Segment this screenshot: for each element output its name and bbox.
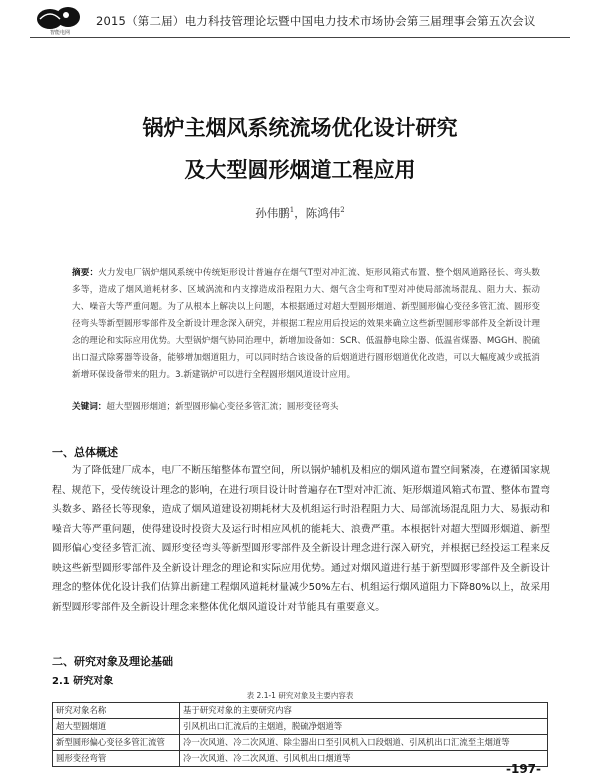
table-row <box>53 719 548 735</box>
author-line <box>0 205 600 221</box>
paper-title-line1: 锅炉主烟风系统流场优化设计研究 <box>142 115 458 140</box>
author-2: 陈鸿伟 <box>305 206 341 220</box>
section-1-body: 为了降低建厂成本，电厂不断压缩整体布置空间，所以锅炉辅机及相应的烟风道布置空间紧凑，在遵循国家规程、规范下，受传统设计理念的影响，在进行项目设计时普遍存在T型对冲汇流、矩形烟道风箱式布置、整体布置弯头数多、路径长等现象，造成了烟风道建设初期耗材大及机组运行时沿程阻力大、局部流场混乱阻力大、易振动和噪音大等严重问题，使得建设时投资大及运行时相应风机的能耗大、浪费严重。本根据针对超大型圆形烟道、新型圆形偏心变径多管汇流、圆形变径弯头等新型圆形零部件及全新设计理念进行深入研究，并根据已经投运工程来反映这些新型圆形零部件及全新设计理念的理论和实际应用优势。通过对烟风道进行基于新型圆形零部件及全新设计理念的整体优化设计我们估算出新建工程烟风道耗材量减少50%左右、机组运行烟风道阻力下降80%以上，故采用新型圆形零部件及全新设计理念来整体优化烟风道设计对节能具有重要意义。 <box>52 465 550 613</box>
logo-text: 智能电网 <box>49 30 71 35</box>
paper-title-line2: 及大型圆形烟道工程应用 <box>184 157 416 182</box>
keywords <box>72 400 540 412</box>
table-cell: 新型圆形偏心变径多管汇流管 <box>53 735 180 751</box>
abstract-label: 摘要： <box>72 268 99 278</box>
author-1: 孙伟鹏 <box>255 206 290 220</box>
table-row <box>53 703 548 719</box>
author-1-affiliation: 1 <box>289 206 295 215</box>
table-cell: 超大型圆烟道 <box>53 719 180 735</box>
header-rule <box>30 37 570 38</box>
table-cell: 冷一次风道、冷二次风道、除尘器出口至引风机入口段烟道、引风机出口汇流至主烟道等 <box>180 735 548 751</box>
table-cell: 引风机出口汇流后的主烟道，脱硫净烟道等 <box>180 719 548 735</box>
subsection-2-1-heading: 2.1 研究对象 <box>52 676 114 687</box>
author-separator: ， <box>294 206 306 220</box>
table-row <box>53 735 548 751</box>
abstract <box>72 265 540 384</box>
table-cell: 基于研究对象的主要研究内容 <box>180 703 548 719</box>
keywords-text: 超大型圆形烟道；新型圆形偏心变径多管汇流；圆形变径弯头 <box>106 402 339 412</box>
section-1-heading: 一、总体概述 <box>52 446 118 459</box>
running-header <box>0 0 600 40</box>
table-caption: 表 2.1-1 研究对象及主要内容表 <box>246 691 354 700</box>
conference-logo <box>34 5 86 35</box>
table-row <box>53 751 548 767</box>
keywords-label: 关键词： <box>72 402 107 412</box>
page-number: -197- <box>506 762 542 776</box>
abstract-text: 火力发电厂锅炉烟风系统中传统矩形设计普遍存在烟气T型对冲汇流、矩形风箱式布置、整个烟风道路径长、弯头数多等，造成了烟风道耗材多、区域涡流和内支撑造成沿程阻力大、烟气含尘弯和T型对冲使局部流场混乱、阻力大、振动大、噪音大等严重问题。为了从根本上解决以上问题，本根据通过对超大型圆形烟道、新型圆形偏心变径多管汇流、圆形变径弯头等新型圆形零部件及全新设计理念深入研究，并根据工程应用后投运的效果来确立这些新型圆形零部件及全新设计理念的理论和实际应用优势。大型锅炉烟气协同治理中，新增加设备如：SCR、低温静电除尘器、低温省煤器、MGGH、脱硫出口湿式除雾器等设备，能够增加烟道阻力，可以同时结合该设备的后烟道进行圆形烟道优化改造，可以大幅度减少或抵消新增环保设备带来的阻力。3.新建锅炉可以进行全程圆形烟风道设计应用。 <box>72 268 540 380</box>
table-cell: 冷一次风道、冷二次风道、引风机出口烟道等 <box>180 751 548 767</box>
running-title: 2015（第二届）电力科技管理论坛暨中国电力技术市场协会第三届理事会第五次会议 <box>96 14 536 28</box>
section-2-heading: 二、研究对象及理论基础 <box>52 655 173 668</box>
table-cell: 研究对象名称 <box>53 703 180 719</box>
table-cell: 圆形变径弯管 <box>53 751 180 767</box>
research-objects-table <box>52 702 548 767</box>
author-2-affiliation: 2 <box>340 206 345 215</box>
